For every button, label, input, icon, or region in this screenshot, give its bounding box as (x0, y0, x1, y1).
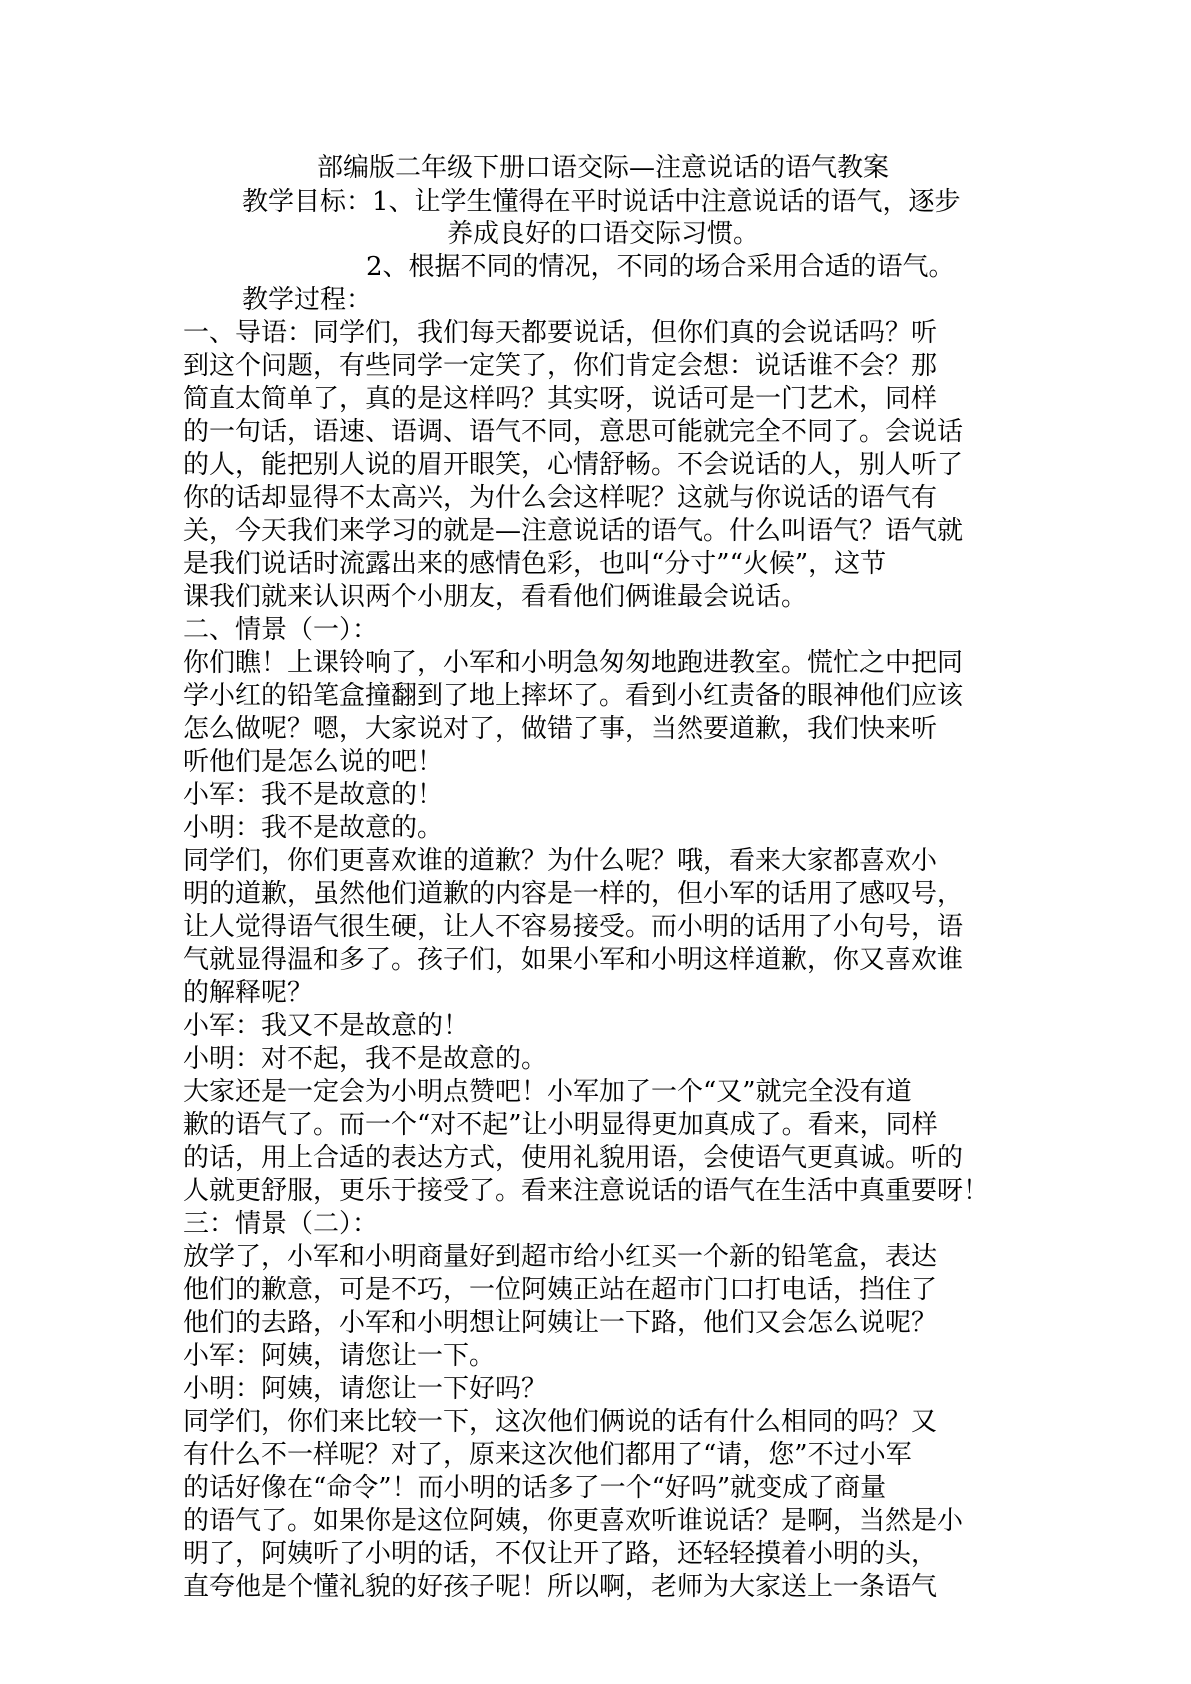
dialogue-line: 小明：我不是故意的。 (183, 813, 444, 843)
paragraph-line: 是我们说话时流露出来的感情色彩，也叫“分寸”“火候”，这节 (183, 549, 887, 579)
dialogue-line: 小明：阿姨，请您让一下好吗？ (183, 1374, 548, 1404)
objective-2: 2、根据不同的情况，不同的场合采用合适的语气。 (366, 252, 955, 282)
paragraph-line: 有什么不一样呢？对了，原来这次他们都用了“请，您”不过小军 (183, 1440, 912, 1470)
paragraph-line: 直夸他是个懂礼貌的好孩子呢！所以啊，老师为大家送上一条语气 (183, 1572, 938, 1602)
paragraph-line: 放学了，小军和小明商量好到超市给小红买一个新的铅笔盒，表达 (183, 1242, 938, 1272)
paragraph-line: 的人，能把别人说的眉开眼笑，心情舒畅。不会说话的人，别人听了 (183, 450, 964, 480)
paragraph-line: 气就显得温和多了。孩子们，如果小军和小明这样道歉，你又喜欢谁 (183, 945, 964, 975)
paragraph-line: 到这个问题，有些同学一定笑了，你们肯定会想：说话谁不会？那 (183, 351, 938, 381)
paragraph-line: 关，今天我们来学习的就是—注意说话的语气。什么叫语气？语气就 (183, 516, 964, 546)
section-heading: 二、情景（一）： (183, 615, 379, 645)
dialogue-line: 小军：阿姨，请您让一下。 (183, 1341, 496, 1371)
dialogue-line: 小军：我不是故意的！ (183, 780, 444, 810)
paragraph-line: 明了，阿姨听了小明的话，不仅让开了路，还轻轻摸着小明的头， (183, 1539, 938, 1569)
dialogue-line: 小明：对不起，我不是故意的。 (183, 1044, 548, 1074)
paragraph-line: 你的话却显得不太高兴，为什么会这样呢？这就与你说话的语气有 (183, 483, 938, 513)
paragraph-line: 的一句话，语速、语调、语气不同，意思可能就完全不同了。会说话 (183, 417, 964, 447)
paragraph-line: 一、导语：同学们，我们每天都要说话，但你们真的会说话吗？听 (183, 318, 938, 348)
dialogue-line: 小军：我又不是故意的！ (183, 1011, 470, 1041)
paragraph-line: 的语气了。如果你是这位阿姨，你更喜欢听谁说话？是啊，当然是小 (183, 1506, 964, 1536)
paragraph-line: 大家还是一定会为小明点赞吧！小军加了一个“又”就完全没有道 (183, 1077, 912, 1107)
paragraph-line: 的话，用上合适的表达方式，使用礼貌用语，会使语气更真诚。听的 (183, 1143, 964, 1173)
objective-1-cont: 养成良好的口语交际习惯。 (446, 219, 759, 249)
paragraph-line: 他们的歉意，可是不巧，一位阿姨正站在超市门口打电话，挡住了 (183, 1275, 938, 1305)
paragraph-line: 的解释呢？ (183, 978, 314, 1008)
paragraph-line: 怎么做呢？嗯，大家说对了，做错了事，当然要道歉，我们快来听 (183, 714, 938, 744)
paragraph-line: 歉的语气了。而一个“对不起”让小明显得更加真成了。看来，同样 (183, 1110, 938, 1140)
process-heading: 教学过程： (242, 285, 373, 315)
paragraph-line: 你们瞧！上课铃响了，小军和小明急匆匆地跑进教室。慌忙之中把同 (183, 648, 964, 678)
paragraph-line: 让人觉得语气很生硬，让人不容易接受。而小明的话用了小句号，语 (183, 912, 964, 942)
paragraph-line: 简直太简单了，真的是这样吗？其实呀，说话可是一门艺术，同样 (183, 384, 938, 414)
paragraph-line: 他们的去路，小军和小明想让阿姨让一下路，他们又会怎么说呢？ (183, 1308, 938, 1338)
section-heading: 三：情景（二）： (183, 1209, 379, 1239)
paragraph-line: 的话好像在“命令”！而小明的话多了一个“好吗”就变成了商量 (183, 1473, 887, 1503)
paragraph-line: 人就更舒服，更乐于接受了。看来注意说话的语气在生活中真重要呀！ (183, 1176, 990, 1206)
paragraph-line: 同学们，你们来比较一下，这次他们俩说的话有什么相同的吗？又 (183, 1407, 938, 1437)
paragraph-line: 听他们是怎么说的吧！ (183, 747, 444, 777)
paragraph-line: 同学们，你们更喜欢谁的道歉？为什么呢？哦，看来大家都喜欢小 (183, 846, 938, 876)
paragraph-line: 明的道歉，虽然他们道歉的内容是一样的，但小军的话用了感叹号， (183, 879, 964, 909)
paragraph-line: 学小红的铅笔盒撞翻到了地上摔坏了。看到小红责备的眼神他们应该 (183, 681, 964, 711)
paragraph-line: 课我们就来认识两个小朋友，看看他们俩谁最会说话。 (183, 582, 808, 612)
objective-1: 教学目标：1、让学生懂得在平时说话中注意说话的语气，逐步 (242, 187, 961, 217)
document-title: 部编版二年级下册口语交际—注意说话的语气教案 (316, 153, 889, 183)
